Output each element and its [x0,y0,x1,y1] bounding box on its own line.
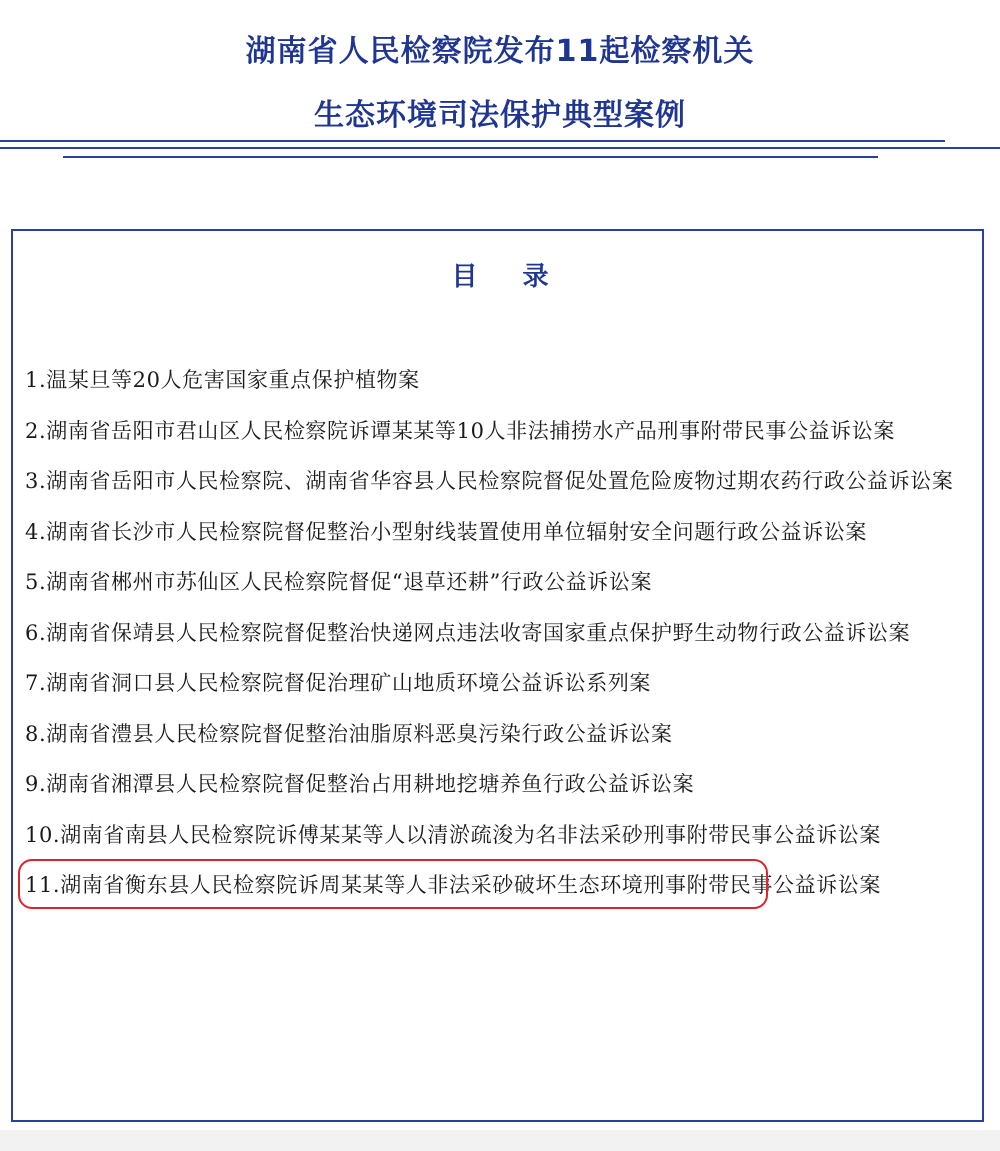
toc-item-4: 4.湖南省长沙市人民检察院督促整治小型射线装置使用单位辐射安全问题行政公益诉讼案 [25,519,868,544]
toc-item-5: 5.湖南省郴州市苏仙区人民检察院督促“退草还耕”行政公益诉讼案 [25,570,653,594]
toc-item-8-highlighted: 8.湖南省澧县人民检察院督促整治油脂原料恶臭污染行政公益诉讼案 [25,721,673,746]
toc-item-11: 11.湖南省衡东县人民检察院诉周某某等人非法采砂破坏生态环境刑事附带民事公益诉讼案 [25,873,881,897]
document-title-line-1: 湖南省人民检察院发布11起检察机关 [245,34,755,69]
page-bottom-margin [0,1130,1000,1151]
toc-item-7: 7.湖南省洞口县人民检察院督促治理矿山地质环境公益诉讼系列案 [25,671,652,695]
toc-item-1: 1.温某旦等20人危害国家重点保护植物案 [25,368,420,392]
toc-item-2: 2.湖南省岳阳市君山区人民检察院诉谭某某等10人非法捕捞水产品刑事附带民事公益诉讼案 [25,418,895,443]
toc-item-10: 10.湖南省南县人民检察院诉傅某某等人以清淤疏浚为名非法采砂刑事附带民事公益诉讼案 [25,822,881,847]
header-divider-bottom [63,156,878,158]
document-title-line-2: 生态环境司法保护典型案例 [314,98,686,133]
header-divider-middle [0,147,1000,149]
toc-heading: 目 录 [451,262,567,292]
toc-list [25,355,980,911]
toc-item-3: 3.湖南省岳阳市人民检察院、湖南省华容县人民检察院督促处置危险废物过期农药行政公益诉讼案 [25,469,954,493]
toc-item-6: 6.湖南省保靖县人民检察院督促整治快递网点违法收寄国家重点保护野生动物行政公益诉讼案 [25,620,911,645]
header-divider-top [0,140,945,142]
toc-item-9: 9.湖南省湘潭县人民检察院督促整治占用耕地挖塘养鱼行政公益诉讼案 [25,772,695,796]
